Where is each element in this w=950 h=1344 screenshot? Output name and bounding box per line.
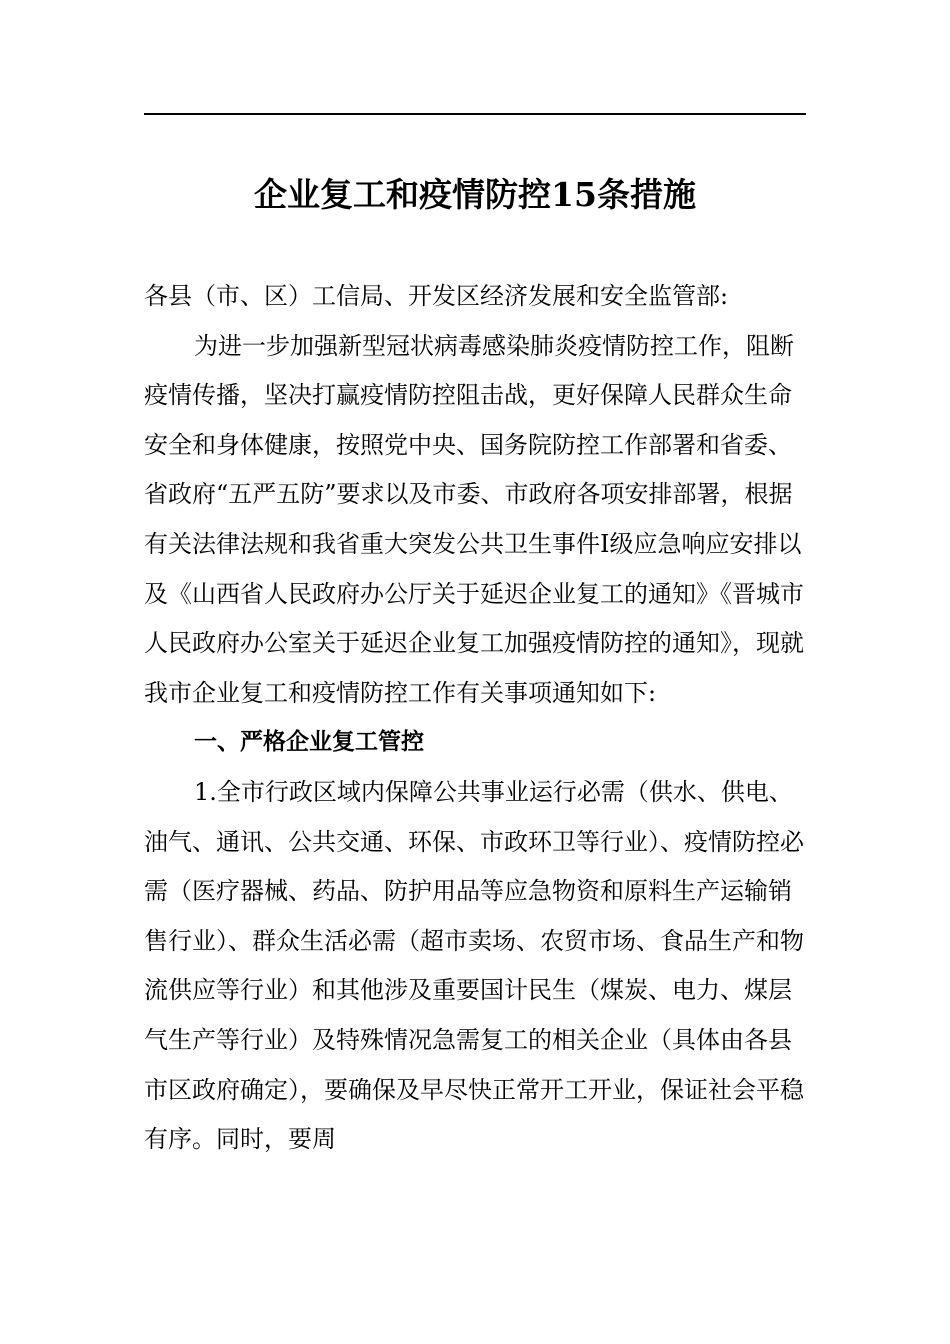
numbered-item-paragraph: 1.全市行政区域内保障公共事业运行必需（供水、供电、油气、通讯、公共交通、环保、市政环卫等行业）、疫情防控必需（医疗器械、药品、防护用品等应急物资和原料生产运输销售行业）、群众生活必需（超市卖场、农贸市场、食品生产和物流供应等行业）和其他涉及重要国计民生（煤炭、电力、煤层气生产等行业）及特殊情况急需复工的相关企业（具体由各县市区政府确定），要确保及早尽快正常开工开业，保证社会平稳有序。同时，要周 [144,777,804,1154]
intro-paragraph: 为进一步加强新型冠状病毒感染肺炎疫情防控工作，阻断疫情传播，坚决打赢疫情防控阻击战，更好保障人民群众生命安全和身体健康，按照党中央、国务院防控工作部署和省委、省政府“五严五防”要求以及市委、市政府各项安排部署，根据有关法律法规和我省重大突发公共卫生事件Ⅰ级应急响应安排以及《山西省人民政府办公厅关于延迟企业复工的通知》《晋城市人民政府办公室关于延迟企业复工加强疫情防控的通知》，现就我市企业复工和疫情防控工作有关事项通知如下: [144,331,804,707]
salutation: 各县（市、区）工信局、开发区经济发展和安全监管部: [144,282,729,310]
header-rule [144,113,806,115]
document-body [144,272,806,1165]
section-heading: 一、严格企业复工管控 [194,729,424,756]
document-title: 企业复工和疫情防控15条措施 [254,175,696,214]
